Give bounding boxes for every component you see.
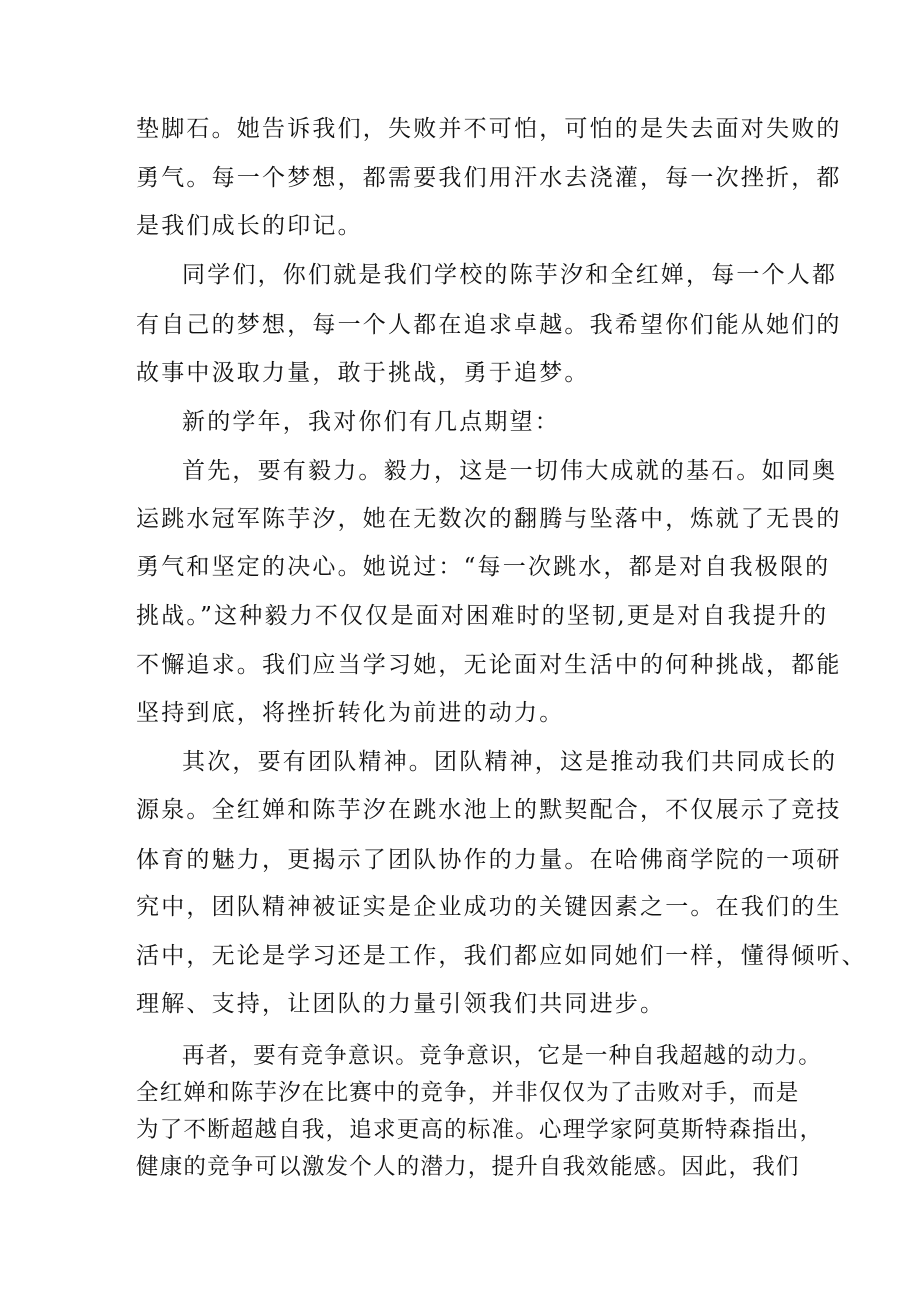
- paragraph-line: 再者，要有竞争意识。竞争意识，它是一种自我超越的动力。: [182, 1043, 822, 1069]
- paragraph-line: 坚持到底，将挫折转化为前进的动力。: [136, 700, 565, 726]
- paragraph-line: 理解、支持，让团队的力量引领我们共同进步。: [136, 991, 666, 1017]
- paragraph-line: 新的学年，我对你们有几点期望：: [182, 409, 560, 435]
- paragraph-line: 究中，团队精神被证实是企业成功的关键因素之一。在我们的生: [136, 894, 842, 920]
- paragraph-line: 勇气。每一个梦想，都需要我们用汗水去浇灌，每一次挫折，都: [136, 165, 842, 191]
- paragraph-line: 运跳水冠军陈芋汐，她在无数次的翻腾与坠落中，炼就了无畏的: [136, 506, 842, 532]
- paragraph-line: 全红婵和陈芋汐在比赛中的竞争，并非仅仅为了击败对手，而是: [136, 1080, 800, 1106]
- paragraph-line: 是我们成长的印记。: [136, 213, 363, 239]
- paragraph-line: 垫脚石。她告诉我们，失败并不可怕，可怕的是失去面对失败的: [136, 116, 842, 142]
- paragraph-line: 故事中汲取力量，敢于挑战，勇于追梦。: [136, 360, 590, 386]
- paragraph-line: 有自己的梦想，每一个人都在追求卓越。我希望你们能从她们的: [136, 312, 842, 338]
- paragraph-line: 首先，要有毅力。毅力，这是一切伟大成就的基石。如同奥: [182, 458, 838, 484]
- paragraph-line: 为了不断超越自我，追求更高的标准。心理学家阿莫斯特森指出，: [136, 1117, 824, 1143]
- paragraph-line: 健康的竞争可以激发个人的潜力，提升自我效能感。因此，我们: [136, 1154, 800, 1180]
- paragraph-line: 其次，要有团队精神。团队精神，这是推动我们共同成长的: [182, 749, 838, 775]
- paragraph-line: 不懈追求。我们应当学习她，无论面对生活中的何种挑战，都能: [136, 652, 842, 678]
- paragraph-line: 挑战。”这种毅力不仅仅是面对困难时的坚韧,更是对自我提升的: [136, 603, 829, 629]
- paragraph-line: 源泉。全红婵和陈芋汐在跳水池上的默契配合，不仅展示了竞技: [136, 797, 842, 823]
- paragraph-line: 同学们，你们就是我们学校的陈芋汐和全红婵，每一个人都: [182, 262, 838, 288]
- paragraph-line: 勇气和坚定的决心。她说过：“每一次跳水，都是对自我极限的: [136, 554, 831, 580]
- paragraph-line: 体育的魅力，更揭示了团队协作的力量。在哈佛商学院的一项研: [136, 847, 842, 873]
- paragraph-line: 活中，无论是学习还是工作，我们都应如同她们一样，懂得倾听、: [136, 943, 867, 969]
